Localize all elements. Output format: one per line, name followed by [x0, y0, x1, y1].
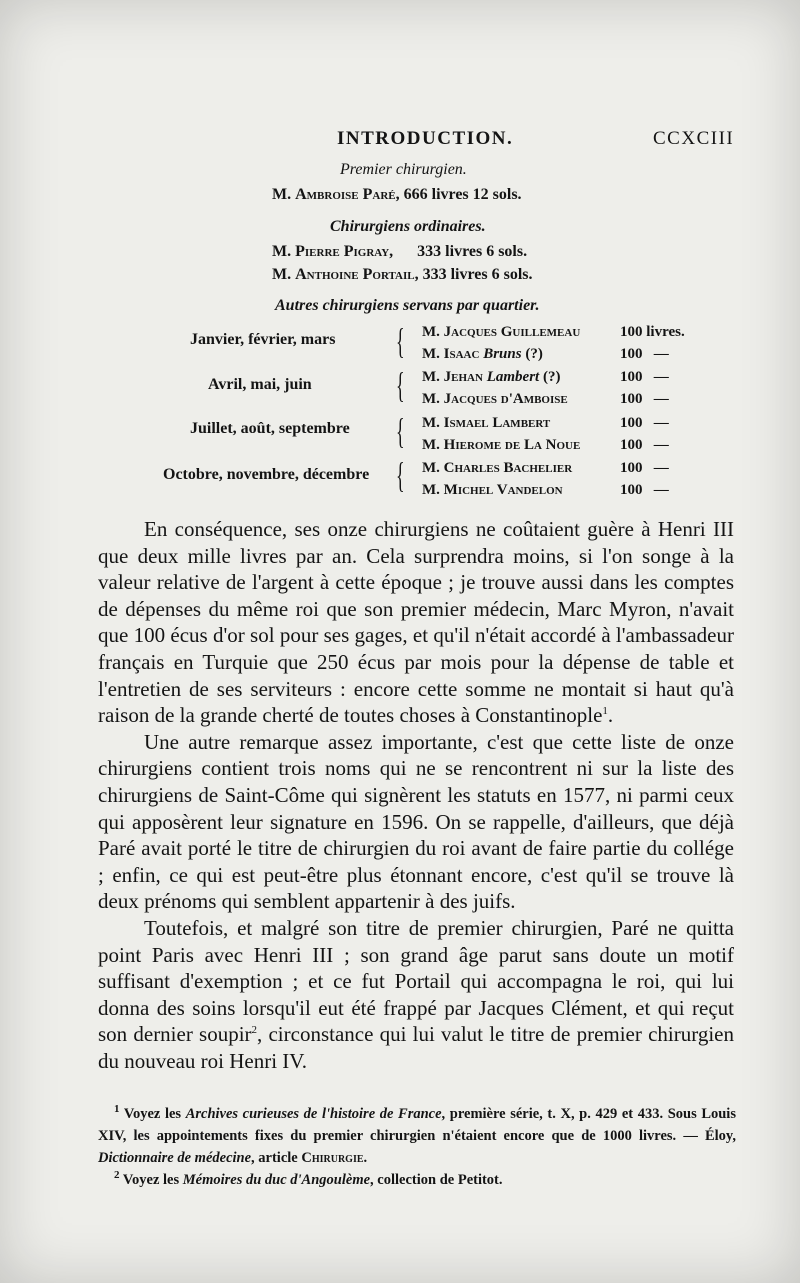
footnotes — [98, 1103, 736, 1191]
quarter-surgeons-heading: Autres chirurgiens servans par quartier. — [275, 297, 540, 314]
surgeon-name: M. Ismael Lambert — [422, 415, 551, 431]
surgeon-pay: 100 — — [620, 391, 669, 407]
surgeon-pay: 100 — — [620, 437, 669, 453]
paragraph: En conséquence, ses onze chirurgiens ne coûtaient guère à Henri III que deux mille livres par an. Cela surprendra moins, si l'on songe à la valeur relative de l'argent à cette époque ; je trouve aussi dans les comptes de dépenses du même roi que son premier médecin, Marc Myron, n'avait que 100 écus d'or sol pour ses gages, et qu'il n'était accordé à l'ambassadeur français en Turquie que 250 écus par mois pour la dépense de table et l'entretien de ses serviteurs : encore cette somme ne montait si haut qu'à raison de la grande cherté de toutes choses à Constantinople$^1$. — [98, 517, 734, 728]
surgeon-name: M. Michel Vandelon — [422, 482, 563, 498]
body-text — [98, 516, 734, 1074]
quarter-period: Janvier, février, mars — [190, 331, 336, 348]
ordinary-surgeon-line: M. Anthoine Portail, 333 livres 6 sols. — [272, 266, 533, 283]
surgeon-pay: 100 — — [620, 346, 669, 362]
surgeon-pay: 100 — — [620, 482, 669, 498]
paragraph: Une autre remarque assez importante, c'est que cette liste de onze chirurgiens contient trois noms qui ne se rencontrent ni sur la liste des chirurgiens de Saint-Côme qui signèrent les statuts en 1577, ni parmi ceux qui apposèrent leur signature en 1596. On se rappelle, d'ailleurs, que déjà Paré avait porté le titre de chirurgien du roi avant de faire partie du collége ; enfin, ce qui est peut-être plus étonnant encore, c'est qu'il se trouve là deux prénoms qui semblent appartenir à des juifs. — [98, 729, 734, 914]
surgeon-pay: 100 — — [620, 460, 669, 476]
surgeon-name: M. Hierome de La Noue — [422, 437, 581, 453]
surgeon-name: M. Isaac Bruns (?) — [422, 346, 543, 362]
surgeon-pay: 100 livres. — [620, 324, 685, 340]
quarter-period: Octobre, novembre, décembre — [163, 466, 370, 483]
surgeon-pay: 100 — — [620, 369, 669, 385]
quarter-period: Juillet, août, septembre — [190, 420, 350, 437]
footnote-ref[interactable]: 2 — [251, 1024, 258, 1037]
surgeon-name: M. Jehan Lambert (?) — [422, 369, 561, 385]
brace-glyph: { — [396, 365, 405, 405]
ordinary-surgeon-line: M. Pierre Pigray, 333 livres 6 sols. — [272, 243, 528, 260]
paragraph: Toutefois, et malgré son titre de premier chirurgien, Paré ne quitta point Paris avec Henri III ; son grand âge parut sans doute un motif suffisant d'exemption ; et ce fut Portail qui accompagna le roi, qui lui donna des soins lorsqu'il eut été frappé par Jacques Clément, et qui reçut son dernier soupir$^2$, circonstance qui lui valut le titre de premier chirurgien du nouveau roi Henri IV. — [98, 915, 734, 1073]
brace-glyph: { — [396, 455, 405, 495]
footnote: $^2$ Voyez les Mémoires du duc d'Angoulème, collection de Petitot. — [114, 1169, 503, 1188]
footnote: $^1$ Voyez les Archives curieuses de l'histoire de France, première série, t. X, p. 429 et 433. Sous Louis XIV, les appointements fixes du premier chirurgien n'étaient encore que de 1000 livres. — Éloy, Dictionnaire de médecine, article Chirurgie. — [98, 1103, 736, 1166]
first-surgeon-heading: Premier chirurgien. — [340, 161, 467, 178]
quarter-period: Avril, mai, juin — [208, 376, 312, 393]
surgeon-name: M. Jacques Guillemeau — [422, 324, 581, 340]
brace-glyph: { — [396, 321, 405, 361]
footnote-ref[interactable]: 1 — [602, 705, 608, 718]
page-number: CCXCIII — [653, 128, 735, 149]
surgeon-name: M. Charles Bachelier — [422, 460, 573, 476]
surgeon-pay: 100 — — [620, 415, 669, 431]
first-surgeon-name: Ambroise Paré — [295, 186, 396, 203]
first-surgeon-line: M. Ambroise Paré, 666 livres 12 sols. — [272, 186, 522, 203]
page-title: INTRODUCTION. — [337, 128, 514, 149]
running-header — [0, 128, 800, 154]
ordinary-surgeons-heading: Chirurgiens ordinaires. — [330, 218, 486, 235]
brace-glyph: { — [396, 411, 405, 451]
surgeon-name: M. Jacques d'Amboise — [422, 391, 568, 407]
